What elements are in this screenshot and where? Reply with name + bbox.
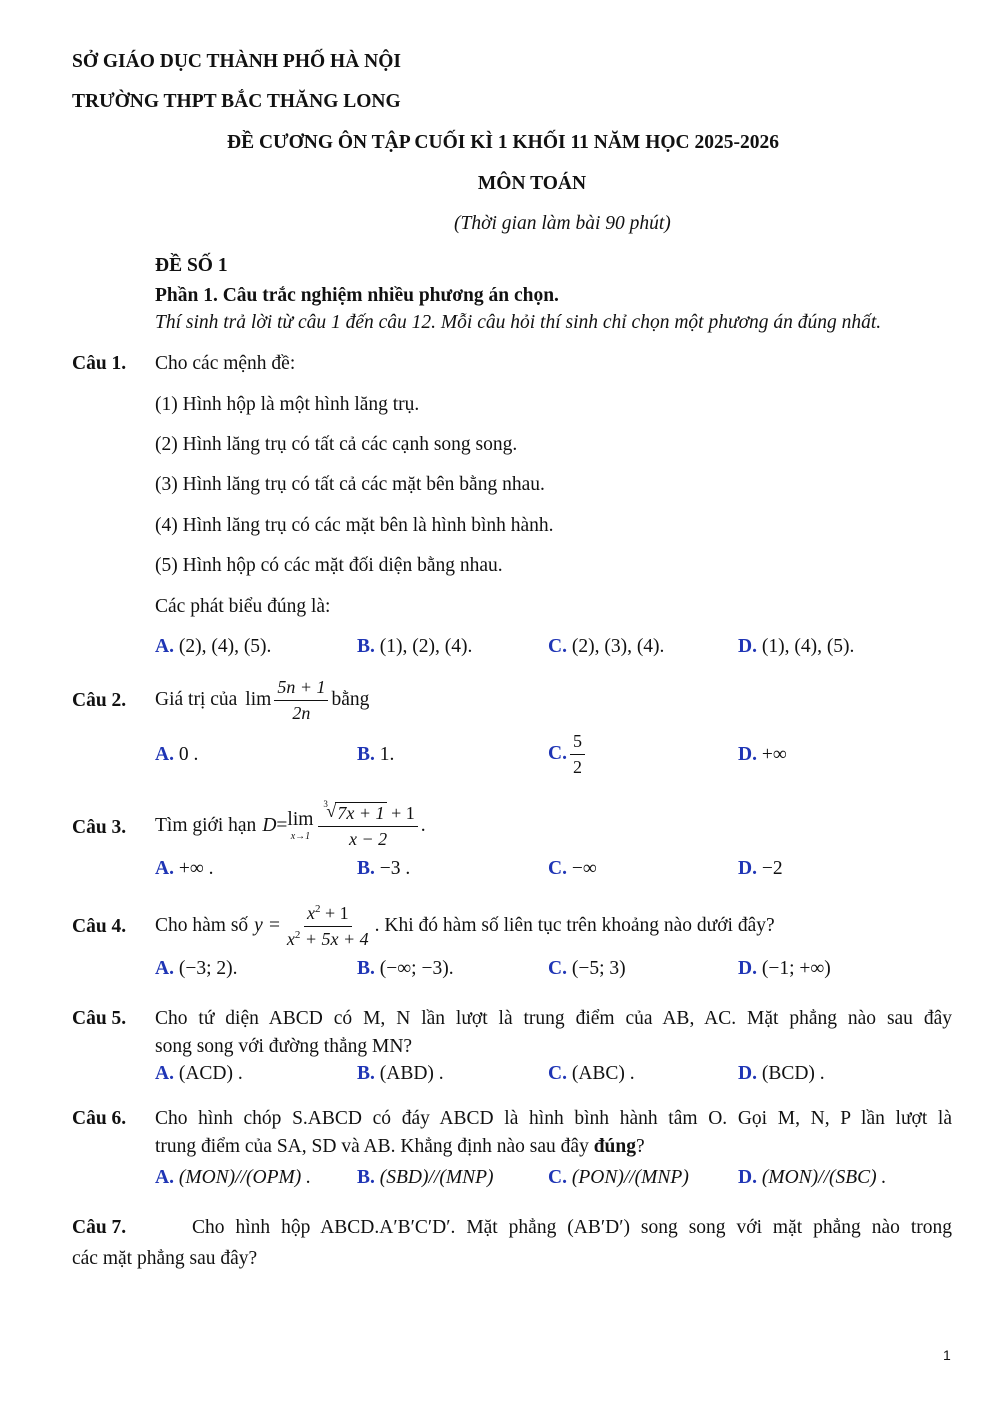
question-stem: [155, 896, 775, 956]
denominator-tail: + 5x + 4: [300, 928, 369, 949]
part-instruction: Thí sinh trả lời từ câu 1 đến câu 12. Mỗi câu hỏi thí sinh chỉ chọn một phương án đúng nhất.: [155, 312, 882, 333]
lim-text: lim: [287, 809, 314, 831]
fraction-denominator: 2: [572, 756, 582, 777]
stem-emphasis: đúng: [593, 1136, 636, 1157]
numerator-tail: + 1: [320, 902, 349, 923]
option-key: A.: [155, 1063, 174, 1084]
question-stem-line-1: Cho hình chóp S.ABCD có đáy ABCD là hình bình hành tâm O. Gọi M, N, P lần lượt là: [155, 1108, 952, 1129]
stem-text: .: [420, 815, 426, 837]
stem-text: Giá trị của: [155, 689, 238, 711]
statement-2: (2) Hình lăng trụ có tất cả các cạnh song song.: [155, 434, 518, 455]
question-label: Câu 4.: [72, 916, 127, 937]
question-label: Câu 1.: [72, 353, 127, 374]
option-key: C.: [548, 1063, 567, 1084]
subject-title: MÔN TOÁN: [477, 173, 587, 194]
numerator-exponent: 2: [314, 902, 321, 915]
school-heading: TRƯỜNG THPT BẮC THĂNG LONG: [72, 91, 401, 112]
option-text: (BCD) .: [756, 1063, 825, 1084]
denominator-base: x: [286, 928, 295, 949]
option-a[interactable]: [155, 1165, 311, 1190]
option-text: (−5; 3): [566, 958, 626, 979]
stem-text: ?: [636, 1136, 645, 1157]
option-key: C.: [548, 858, 567, 879]
lim-operator: lim: [245, 689, 272, 711]
option-text: (1), (4), (5).: [756, 636, 855, 657]
duration-note: (Thời gian làm bài 90 phút): [454, 213, 671, 234]
stem-text: . Khi đó hàm số liên tục trên khoảng nào dưới đây?: [374, 915, 775, 937]
option-c[interactable]: [548, 634, 664, 659]
option-text: (2), (4), (5).: [173, 636, 272, 657]
limit-fraction: [274, 677, 328, 723]
option-text: (PON)//(MNP): [566, 1167, 689, 1188]
statement-5: (5) Hình hộp có các mặt đối diện bằng nhau.: [155, 555, 503, 576]
radicand: 7x + 1: [337, 802, 385, 823]
radical-sign: √: [326, 800, 337, 821]
option-text: −∞: [566, 858, 597, 879]
stem-text: bằng: [331, 689, 370, 711]
fraction-denominator: x − 2: [349, 828, 388, 849]
option-key: D.: [738, 858, 757, 879]
function-lhs: y =: [254, 915, 281, 937]
option-d[interactable]: [738, 634, 854, 659]
option-c[interactable]: [548, 1061, 635, 1086]
option-text: −3 .: [374, 858, 411, 879]
option-a[interactable]: [155, 1061, 243, 1086]
fraction-denominator: [284, 927, 372, 950]
limit-fraction: [318, 798, 417, 849]
option-c[interactable]: [548, 856, 597, 881]
limit-variable: D: [262, 815, 277, 837]
option-a[interactable]: [155, 634, 271, 659]
option-d[interactable]: [738, 1061, 825, 1086]
root-index: 3: [323, 798, 328, 809]
fraction-denominator: 2n: [292, 702, 311, 723]
question-stem: Cho các mệnh đề:: [155, 353, 296, 374]
option-key: A.: [155, 958, 174, 979]
question-stem-line-2: [155, 1134, 645, 1159]
option-text: (MON)//(SBC) .: [756, 1167, 887, 1188]
numerator-tail: + 1: [386, 802, 415, 823]
option-text: −2: [756, 858, 783, 879]
option-fraction: [570, 731, 585, 777]
option-text: (−3; 2).: [173, 958, 238, 979]
option-key: B.: [357, 1063, 375, 1084]
question-label: Câu 6.: [72, 1108, 127, 1129]
option-key: D.: [738, 1063, 757, 1084]
statement-3: (3) Hình lăng trụ có tất cả các mặt bên bằng nhau.: [155, 474, 545, 495]
question-stem: [155, 672, 369, 728]
question-stem-line-2: các mặt phẳng sau đây?: [72, 1248, 258, 1269]
question-stem-line-1: Cho hình hộp ABCD.A′B′C′D′. Mặt phẳng (AB′D′) song song với mặt phẳng nào trong: [192, 1217, 952, 1238]
department-heading: SỞ GIÁO DỤC THÀNH PHỐ HÀ NỘI: [72, 51, 402, 72]
option-d[interactable]: [738, 856, 783, 881]
option-b[interactable]: [357, 1165, 493, 1190]
option-text: (MON)//(OPM) .: [173, 1167, 311, 1188]
option-text: 1.: [374, 744, 395, 765]
option-text: (SBD)//(MNP): [374, 1167, 494, 1188]
option-a[interactable]: [155, 742, 198, 767]
denominator-exponent: 2: [294, 928, 301, 941]
option-text: (1), (2), (4).: [374, 636, 473, 657]
question-stem-line-1: Cho tứ diện ABCD có M, N lần lượt là trung điểm của AB, AC. Mặt phẳng nào sau đây: [155, 1008, 952, 1029]
option-text: (−∞; −3).: [374, 958, 454, 979]
fraction-numerator: 5: [570, 731, 585, 755]
statement-1: (1) Hình hộp là một hình lăng trụ.: [155, 394, 420, 415]
option-key: C.: [548, 958, 567, 979]
stem-text: Tìm giới hạn: [155, 815, 257, 837]
numerator-base: x: [306, 902, 315, 923]
option-key: D.: [738, 636, 757, 657]
option-b[interactable]: [357, 742, 394, 767]
question-label: Câu 7.: [72, 1217, 127, 1238]
option-key: A.: [155, 636, 174, 657]
cube-root: [321, 798, 386, 824]
option-text: 0 .: [173, 744, 199, 765]
option-b[interactable]: [357, 634, 472, 659]
option-d[interactable]: [738, 956, 831, 981]
option-key: D.: [738, 1167, 757, 1188]
option-a[interactable]: [155, 856, 214, 881]
option-d[interactable]: [738, 742, 787, 767]
question-label: Câu 2.: [72, 690, 127, 711]
option-key: C.: [548, 743, 567, 765]
part-heading: Phần 1. Câu trắc nghiệm nhiều phương án chọn.: [155, 285, 559, 306]
document-title: ĐỀ CƯƠNG ÔN TẬP CUỐI KÌ 1 KHỐI 11 NĂM HỌC 2025-2026: [227, 132, 779, 153]
question-label: Câu 5.: [72, 1008, 127, 1029]
option-text: (ACD) .: [173, 1063, 243, 1084]
option-key: D.: [738, 744, 757, 765]
statement-4: (4) Hình lăng trụ có các mặt bên là hình bình hành.: [155, 515, 554, 536]
option-d[interactable]: [738, 1165, 886, 1190]
option-c[interactable]: [548, 726, 588, 782]
option-key: C.: [548, 1167, 567, 1188]
option-key: C.: [548, 636, 567, 657]
option-a[interactable]: [155, 956, 238, 981]
option-text: +∞: [756, 744, 787, 765]
option-b[interactable]: [357, 856, 410, 881]
stem-text: trung điểm của SA, SD và AB. Khẳng định nào sau đây: [155, 1136, 594, 1157]
option-key: A.: [155, 858, 174, 879]
option-text: (−1; +∞): [756, 958, 831, 979]
question-stem-line-2: song song với đường thẳng MN?: [155, 1036, 413, 1057]
exam-number: ĐỀ SỐ 1: [155, 255, 228, 276]
option-text: +∞ .: [173, 858, 214, 879]
fraction-numerator: [318, 798, 417, 827]
option-key: B.: [357, 744, 375, 765]
stem-text: Cho hàm số: [155, 915, 249, 937]
page-number: 1: [943, 1347, 951, 1363]
question-prompt: Các phát biểu đúng là:: [155, 596, 331, 617]
option-c[interactable]: [548, 956, 626, 981]
question-stem: [155, 796, 426, 856]
question-label: Câu 3.: [72, 817, 127, 838]
option-b[interactable]: [357, 1061, 444, 1086]
lim-operator: [287, 810, 313, 842]
option-key: D.: [738, 958, 757, 979]
option-key: B.: [357, 858, 375, 879]
option-key: A.: [155, 744, 174, 765]
option-key: B.: [357, 958, 375, 979]
option-text: (ABC) .: [566, 1063, 635, 1084]
option-key: B.: [357, 636, 375, 657]
option-key: B.: [357, 1167, 375, 1188]
lim-subscript: x→1: [290, 830, 311, 842]
option-c[interactable]: [548, 1165, 689, 1190]
option-b[interactable]: [357, 956, 454, 981]
fraction-numerator: [304, 903, 352, 927]
equals-sign: =: [276, 815, 288, 837]
fraction-numerator: 5n + 1: [274, 677, 328, 701]
option-text: (2), (3), (4).: [566, 636, 665, 657]
function-fraction: [284, 903, 372, 949]
option-key: A.: [155, 1167, 174, 1188]
option-text: (ABD) .: [374, 1063, 444, 1084]
